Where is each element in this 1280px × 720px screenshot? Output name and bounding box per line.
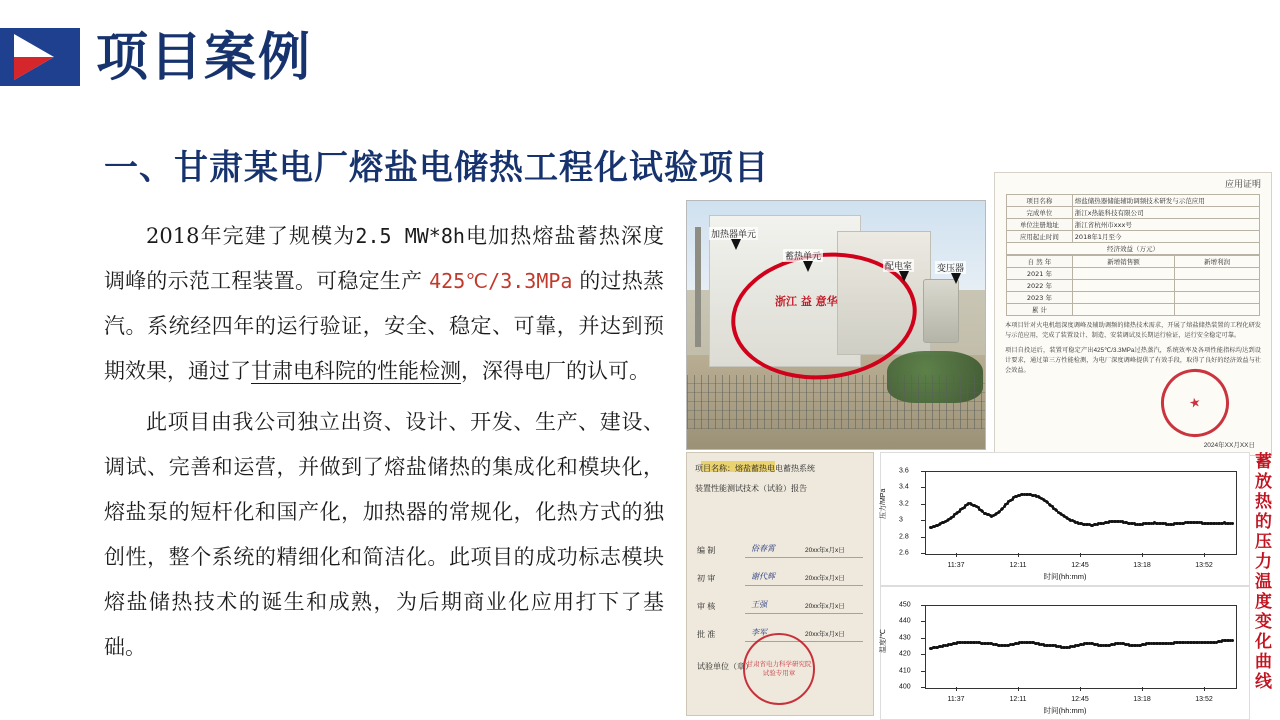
report-rule-1 xyxy=(745,585,863,586)
paragraph-2: 此项目由我公司独立出资、设计、开发、生产、建设、调试、完善和运营，并做到了熔盐储热的集成化和模块化，熔盐泵的短杆化和国产化，加热器的常规化，化热方式的独创性，整个系统的精细化和简洁化。此项目的成功标志模块熔盐储热技术的诞生和成熟，为后期商业化应用打下了基础。 xyxy=(104,410,664,659)
site-photo xyxy=(686,200,986,450)
x-axis-tick: 11:37 xyxy=(947,562,965,569)
certificate-paragraph-1: 本项目针对火电机组深度调峰及辅助调频的储热技术需求，开展了熔盐储热装置的工程化研发与示范应用，完成了装置设计、制造、安装调试及长期运行验证，运行安全稳定可靠。 xyxy=(1005,322,1261,339)
table-row xyxy=(1007,219,1260,231)
data-point xyxy=(1231,639,1234,642)
y-axis-tick: 440 xyxy=(899,617,911,625)
photo-annotation-switchroom: 配电室 xyxy=(885,261,913,271)
cert-key-1: 完成单位 xyxy=(1007,207,1073,219)
p1-part-d: ，深得电厂的认可。 xyxy=(461,359,650,383)
report-rule-0 xyxy=(745,557,863,558)
cert-val-2: 浙江省杭州市xxx号 xyxy=(1072,219,1259,231)
brand-logo xyxy=(0,28,80,86)
econ-row-2: 2023 年 xyxy=(1007,292,1073,304)
pressure-chart-xlabel: 时间(hh:mm) xyxy=(1043,572,1087,581)
report-title-value: 电蓄热系统 xyxy=(775,464,815,473)
x-axis-tick: 12:45 xyxy=(1071,696,1089,703)
table-row xyxy=(1007,280,1260,292)
seal-star-icon: ★ xyxy=(1187,393,1203,412)
data-point xyxy=(1231,522,1234,525)
section-title: 一、甘肃某电厂熔盐电储热工程化试验项目 xyxy=(104,148,769,188)
table-row xyxy=(1007,243,1260,255)
cert-key-3: 应用起止时间 xyxy=(1007,231,1073,243)
y-axis-tick-mark xyxy=(921,638,925,639)
report-field-value-3: 李军 xyxy=(751,628,767,637)
report-title-highlight-text: 熔盐蓄热电 xyxy=(735,464,775,473)
report-field-key-3: 批 准 xyxy=(697,630,716,639)
report-field-date-0: 20xx年x月x日 xyxy=(805,547,845,554)
p1-underline-1: 甘肃电科院的性能检 xyxy=(251,359,440,383)
x-axis-tick: 12:11 xyxy=(1009,696,1027,703)
logo-red-triangle-icon xyxy=(14,57,54,80)
report-field-date-3: 20xx年x月x日 xyxy=(805,631,845,638)
econ-row-0: 2021 年 xyxy=(1007,268,1073,280)
y-axis-tick: 410 xyxy=(899,667,911,675)
table-row xyxy=(1007,256,1260,268)
temperature-chart-ylabel: 温度/℃ xyxy=(880,629,887,653)
y-axis-tick: 3.2 xyxy=(899,500,909,508)
p1-part-a: 2018年完建了规模为 xyxy=(146,224,356,248)
certificate-date: 2024年XX月XX日 xyxy=(1203,442,1255,449)
cert-econ-title: 经济效益（万元） xyxy=(1007,243,1260,255)
temperature-chart-plot xyxy=(925,605,1237,689)
report-title-line xyxy=(695,463,865,475)
report-field-key-0: 编 制 xyxy=(697,546,716,555)
y-axis-tick-mark xyxy=(921,487,925,488)
y-axis-tick-mark xyxy=(921,504,925,505)
y-axis-tick: 430 xyxy=(899,634,911,642)
photo-fence xyxy=(687,375,985,430)
photo-arrow-switchroom-icon xyxy=(899,271,909,282)
pressure-chart-plot xyxy=(925,471,1237,555)
x-axis-tick: 13:52 xyxy=(1195,562,1213,569)
pressure-chart xyxy=(880,452,1250,586)
econ-head-2: 新增利润 xyxy=(1175,256,1260,268)
cert-key-0: 项目名称 xyxy=(1007,195,1073,207)
x-axis-tick-mark xyxy=(1204,553,1205,557)
photo-sign-text: 浙江 益 意华 xyxy=(775,295,838,308)
y-axis-tick-mark xyxy=(921,520,925,521)
report-title-label: 项目名称： xyxy=(695,464,735,473)
p1-underline-2: 测 xyxy=(440,359,461,383)
y-axis-tick: 3 xyxy=(899,516,903,524)
p1-spec-steam: 425℃/3.3MPa xyxy=(429,269,573,293)
report-field-key-1: 初 审 xyxy=(697,574,716,583)
application-certificate xyxy=(994,172,1272,456)
cert-key-2: 单位注册地址 xyxy=(1007,219,1073,231)
certificate-economics-table xyxy=(1006,255,1260,316)
page-title: 项目案例 xyxy=(96,28,313,88)
y-axis-tick-mark xyxy=(921,621,925,622)
report-field-value-2: 王强 xyxy=(751,600,767,609)
test-report-scan xyxy=(686,452,874,716)
report-field-value-0: 俗春霄 xyxy=(751,544,775,553)
photo-annotation-heater: 加热器单元 xyxy=(711,229,757,239)
table-row xyxy=(1007,231,1260,243)
cert-val-3: 2018年1月至今 xyxy=(1072,231,1259,243)
cert-val-0: 熔盐储热器储能辅助调频技术研发与示范应用 xyxy=(1072,195,1259,207)
table-row xyxy=(1007,292,1260,304)
x-axis-tick-mark xyxy=(1018,553,1019,557)
table-row xyxy=(1007,304,1260,316)
x-axis-tick: 12:45 xyxy=(1071,562,1089,569)
econ-row-1: 2022 年 xyxy=(1007,280,1073,292)
report-footer-label: 试验单位（章） xyxy=(697,662,753,671)
y-axis-tick: 3.6 xyxy=(899,467,909,475)
report-field-date-1: 20xx年x月x日 xyxy=(805,575,845,582)
x-axis-tick-mark xyxy=(1080,687,1081,691)
photo-annotation-storage: 蓄热单元 xyxy=(785,251,822,261)
y-axis-tick: 450 xyxy=(899,601,911,609)
p1-spec-capacity: 2.5 MW*8h xyxy=(355,224,465,248)
paragraph-1 xyxy=(104,214,664,394)
photo-pipe xyxy=(695,227,701,347)
cert-val-1: 浙江x热能科技有限公司 xyxy=(1072,207,1259,219)
x-axis-tick-mark xyxy=(1142,687,1143,691)
report-rule-2 xyxy=(745,613,863,614)
photo-arrow-storage-icon xyxy=(803,261,813,272)
x-axis-tick-mark xyxy=(1080,553,1081,557)
report-field-value-1: 谢代辉 xyxy=(751,572,775,581)
photo-tank xyxy=(923,279,959,343)
y-axis-tick: 3.4 xyxy=(899,483,909,491)
x-axis-tick: 13:18 xyxy=(1133,696,1151,703)
x-axis-tick: 13:18 xyxy=(1133,562,1151,569)
certificate-info-table xyxy=(1006,194,1260,255)
pressure-chart-ylabel: 压力/MPa xyxy=(880,488,887,519)
y-axis-tick-mark xyxy=(921,553,925,554)
y-axis-tick: 2.8 xyxy=(899,533,909,541)
y-axis-tick: 2.6 xyxy=(899,549,909,557)
y-axis-tick-mark xyxy=(921,471,925,472)
y-axis-tick: 400 xyxy=(899,683,911,691)
temperature-chart-xlabel: 时间(hh:mm) xyxy=(1043,706,1087,715)
y-axis-tick-mark xyxy=(921,537,925,538)
x-axis-tick-mark xyxy=(956,553,957,557)
certificate-heading: 应用证明 xyxy=(1224,179,1261,189)
y-axis-tick-mark xyxy=(921,671,925,672)
x-axis-tick-mark xyxy=(1142,553,1143,557)
y-axis-tick-mark xyxy=(921,605,925,606)
x-axis-tick-mark xyxy=(956,687,957,691)
photo-arrow-heater-icon xyxy=(731,239,741,250)
body-text xyxy=(104,214,664,676)
report-seal: 甘肃省电力科学研究院 试验专用章 xyxy=(743,633,815,705)
econ-head-0: 自 然 年 xyxy=(1007,256,1073,268)
photo-annotation-transformer: 变压器 xyxy=(937,263,965,273)
y-axis-tick-mark xyxy=(921,687,925,688)
p1-part-c: 的过热蒸汽。系统经四年的运行验证，安全、稳定、可靠，并达到预期效果，通过了 xyxy=(104,269,664,383)
y-axis-tick-mark xyxy=(921,654,925,655)
table-row xyxy=(1007,195,1260,207)
econ-head-1: 新增销售额 xyxy=(1072,256,1174,268)
table-row xyxy=(1007,268,1260,280)
report-field-date-2: 20xx年x月x日 xyxy=(805,603,845,610)
temperature-chart xyxy=(880,586,1250,720)
report-field-key-2: 审 核 xyxy=(697,602,716,611)
econ-row-3: 累 计 xyxy=(1007,304,1073,316)
x-axis-tick-mark xyxy=(1204,687,1205,691)
charts-vertical-caption: 蓄放热的压力温度变化曲线 xyxy=(1251,452,1271,692)
y-axis-tick: 420 xyxy=(899,650,911,658)
x-axis-tick: 12:11 xyxy=(1009,562,1027,569)
photo-arrow-transformer-icon xyxy=(951,273,961,284)
certificate-paragraph-2: 项目自投运后，装置可稳定产出425℃/3.3MPa过热蒸汽，系统效率及各项性能指标均达到设计要求，通过第三方性能检测，为电厂深度调峰提供了有效手段，取得了良好的经济效益与社会效益。 xyxy=(1005,347,1261,374)
x-axis-tick: 13:52 xyxy=(1195,696,1213,703)
x-axis-tick: 11:37 xyxy=(947,696,965,703)
p1-part-b: 电加热熔盐蓄热深度调峰的示范工程装置。可稳定生产 xyxy=(104,224,665,293)
table-row xyxy=(1007,207,1260,219)
x-axis-tick-mark xyxy=(1018,687,1019,691)
report-subtitle: 装置性能测试技术（试验）报告 xyxy=(695,484,807,493)
